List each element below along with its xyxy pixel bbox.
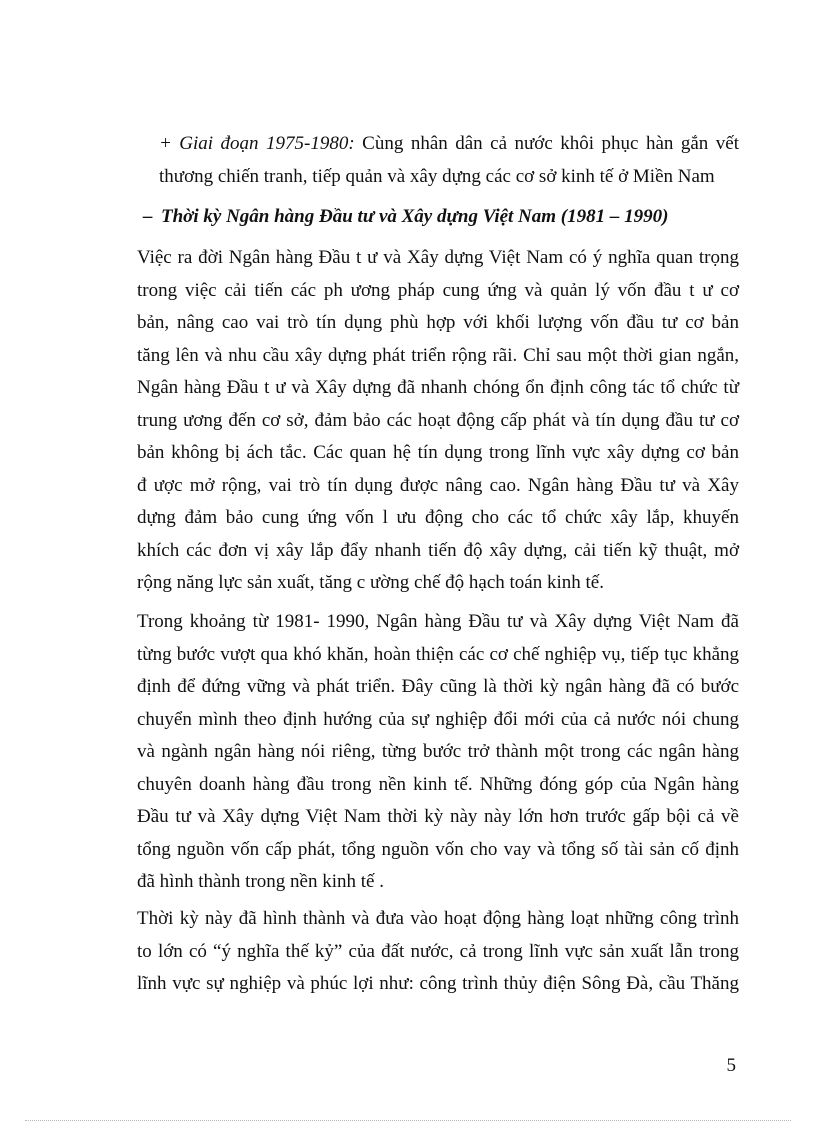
paragraph-line: bản không bị ách tắc. Các quan hệ tín dụng trong lĩnh vực xây dựng cơ bản: [137, 442, 739, 463]
paragraph-line: lĩnh vực sự nghiệp và phúc lợi như: công trình thủy điện Sông Đà, cầu Thăng: [137, 973, 739, 994]
paragraph-line: bản, nâng cao vai trò tín dụng phù hợp với khối lượng vốn đầu tư cơ bản: [137, 312, 739, 333]
intro-line-1: [137, 128, 739, 161]
page-number: 5: [726, 1055, 736, 1076]
paragraph-line: tổng nguồn vốn cấp phát, tổng nguồn vốn cho vay và tổng số tài sản cố định: [137, 838, 739, 860]
paragraph-2: [137, 606, 739, 899]
heading-dash: –: [143, 206, 153, 227]
paragraph-line: Việc ra đời Ngân hàng Đầu t ư và Xây dựng Việt Nam có ý nghĩa quan trọng: [137, 247, 739, 268]
paragraph-line: đ ược mở rộng, vai trò tín dụng được nâng cao. Ngân hàng Đầu tư và Xây: [137, 474, 739, 496]
paragraph-line: chuyên doanh hàng đầu trong nền kinh tế. Những đóng góp của Ngân hàng: [137, 773, 739, 795]
paragraph-line: Thời kỳ này đã hình thành và đưa vào hoạt động hàng loạt những công trình: [137, 908, 739, 929]
paragraph-line: Ngân hàng Đầu t ư và Xây dựng đã nhanh chóng ổn định công tác tổ chức từ: [137, 377, 739, 398]
paragraph-line: định để đứng vững và phát triển. Đây cũng là thời kỳ ngân hàng đã có bước: [137, 676, 739, 697]
paragraph-line: từng bước vượt qua khó khăn, hoàn thiện các cơ chế nghiệp vụ, tiếp tục khẳng: [137, 643, 739, 665]
paragraph-line: to lớn có “ý nghĩa thế kỷ” của đất nước, cả trong lĩnh vực sản xuất lẫn trong: [137, 940, 739, 962]
paragraph-line: trong việc cải tiến các ph ương pháp cung ứng và quản lý vốn đầu t ư cơ: [137, 279, 739, 301]
intro-paragraph: [137, 128, 739, 193]
paragraph-line: Đầu tư và Xây dựng Việt Nam thời kỳ này này lớn hơn trước gấp bội cả về: [137, 806, 739, 827]
paragraph-line: đã hình thành trong nền kinh tế .: [137, 871, 384, 892]
paragraph-line: dựng đảm bảo cung ứng vốn l ưu động cho các tổ chức xây lắp, khuyến: [137, 507, 739, 528]
page-bottom-divider: [25, 1120, 791, 1121]
heading-text: Thời kỳ Ngân hàng Đầu tư và Xây dựng Việt Nam (1981 – 1990): [161, 206, 669, 227]
intro-label: + Giai đoạn 1975-1980:: [159, 133, 355, 154]
paragraph-line: và ngành ngân hàng nói riêng, từng bước trở thành một trong các ngân hàng: [137, 741, 739, 762]
paragraph-line: tăng lên và nhu cầu xây dựng phát triển rộng rãi. Chỉ sau một thời gian ngắn,: [137, 344, 739, 366]
paragraph-line: chuyển mình theo định hướng của sự nghiệp đổi mới của cả nước nói chung: [137, 708, 739, 730]
paragraph-line: rộng năng lực sản xuất, tăng c ường chế độ hạch toán kinh tế.: [137, 572, 604, 593]
paragraph-line: trung ương đến cơ sở, đảm bảo các hoạt động cấp phát và tín dụng đầu tư cơ: [137, 409, 739, 431]
intro-line-2: thương chiến tranh, tiếp quản và xây dựng các cơ sở kinh tế ở Miền Nam: [159, 165, 715, 187]
paragraph-3: [137, 903, 739, 1001]
paragraph-line: Trong khoảng từ 1981- 1990, Ngân hàng Đầu tư và Xây dựng Việt Nam đã: [137, 611, 739, 632]
intro-line-1-text: Cùng nhân dân cả nước khôi phục hàn gắn vết: [354, 133, 739, 154]
paragraph-line: khích các đơn vị xây lắp đẩy nhanh tiến độ xây dựng, cải tiến kỹ thuật, mở: [137, 539, 739, 561]
section-heading: [143, 201, 668, 233]
paragraph-1: [137, 242, 739, 600]
